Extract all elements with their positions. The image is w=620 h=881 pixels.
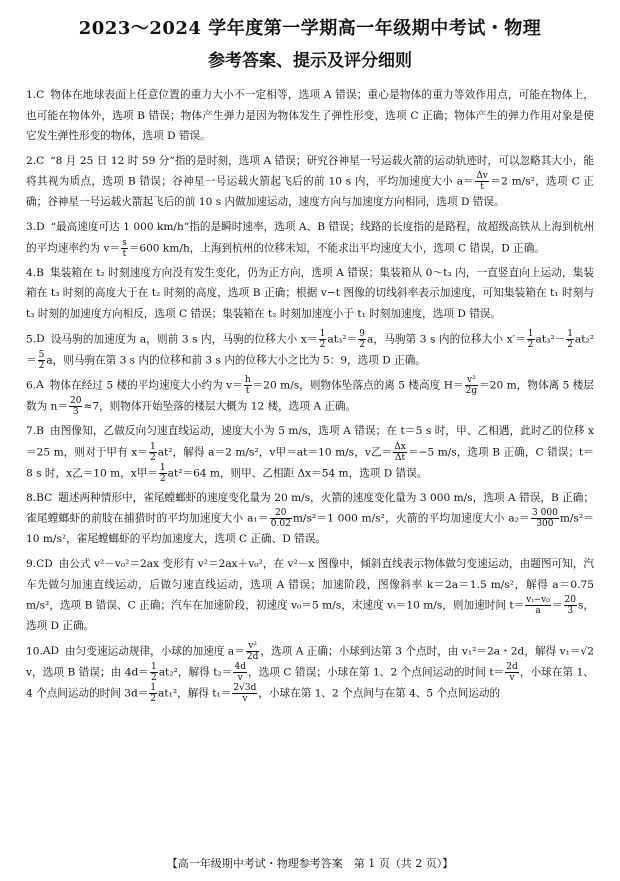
- fraction: $\frac{1}{2}$: [150, 683, 157, 705]
- fraction: $\frac{1}{2}$: [319, 328, 326, 350]
- answer-letter: D: [36, 221, 45, 234]
- fraction: $\frac{1}{2}$: [149, 441, 156, 463]
- answer-letter: CD: [36, 557, 53, 570]
- page-subtitle: 参考答案、提示及评分细则: [208, 51, 412, 71]
- question-4: 4.B 集装箱在 t₂ 时刻速度方向没有发生变化，仍为正方向，选项 A 错误；集装箱从 0～t₃ 内，一直竖直向上运动，集装箱在 t₃ 时刻的高度大于在 t₂ 时刻的高度，选项 B 正确；根据 v−t 图像的切线斜率表示加速度，可知集装箱在 t₁ 时刻与 t₃ 时刻的加速度方向相反，选项 C 错误；集装箱在 t₂ 时刻加速度小于 t₁ 时刻加速度，选项 D 错误。: [26, 266, 594, 320]
- answer-letter: D: [36, 333, 45, 346]
- answer-letter: C: [36, 89, 45, 101]
- fraction: $\frac{4d}{v}$: [234, 661, 246, 683]
- fraction: $\frac{1}{2}$: [150, 661, 157, 683]
- fraction: $\frac{20}{3}$: [564, 595, 576, 617]
- fraction: $\frac{2d}{v}$: [506, 661, 518, 683]
- question-9: 9.CD 由公式 v²－v₀²＝2ax 变形有 v²＝2ax＋v₀²，在 v²－x 图像中，倾斜直线表示物体做匀变速运动，由题图可知，汽车先做匀加速直线运动，后做匀速直线运动，选项 A 错误；加速阶段，图像斜率 k＝2a＝1.5 m/s²，解得 a＝0.75 m/s²，选项 B 错误、C 正确；汽车在加速阶段，初速度 v₀＝5 m/s，末速度 vₜ＝10 m/s，则加速时间 t＝ $\frac{\text{vₜ−v₀}}{a}$ ＝ $\frac{20}{3}$ s，选项 D 正确。: [26, 557, 595, 633]
- question-5: 5.D 设马驹的加速度为 a，则前 3 s 内，马驹的位移大小 x＝ $\frac{1}{2}$ at₃²＝ $\frac{9}{2}$ a，马驹第 3 s 内的位移大小 x′＝ $\frac{1}{2}$ at₃²－ $\frac{1}{2}$ at₂²＝ $\frac{5}{2}$ a，则马驹在第 3 s 内的位移和前 3 s 内的位移大小之比为 5：9，选项 D 正确。: [26, 328, 594, 371]
- question-1: 1.C 物体在地球表面上任意位置的重力大小不一定相等，选项 A 错误；重心是物体的重力等效作用点，可能在物体上，也可能在物体外，选项 B 错误；物体产生弹力是因为物体发生了弹性形变，选项 C 正确；物体产生的弹力作用对象是使它发生弹性形变的物体，选项 D 错误。: [26, 89, 594, 143]
- fraction: $\frac{1}{2}$: [567, 328, 573, 350]
- fraction: $\frac{2√3d}{v}$: [233, 683, 257, 705]
- fraction: $\frac{h}{t}$: [244, 374, 251, 396]
- answer-letter: AD: [42, 645, 60, 658]
- fraction: $\frac{\Delta v}{t}$: [476, 171, 488, 193]
- answer-letter: B: [36, 266, 44, 279]
- fraction: $\frac{\text{v²}}{2d}$: [246, 640, 259, 662]
- answer-letter: B: [36, 424, 44, 437]
- fraction: $\frac{\Delta x}{\Delta t}$: [394, 441, 406, 463]
- question-2: 2.C “8 月 25 日 12 时 59 分”指的是时刻，选项 A 错误；研究谷神星一号运载火箭的运动轨迹时，可以忽略其大小，能将其视为质点，选项 B 错误；谷神星一号运载火箭起飞后的前 10 s 内，平均加速度大小 a＝ $\frac{\Delta v}{t}$ ＝2 m/s²，选项 C 正确；谷神星一号运载火箭起飞后的前 10 s 内做加速运动，速度方向与加速度方向相同，选项 D 错误。: [26, 154, 594, 209]
- answer-letter: A: [36, 379, 44, 392]
- question-7: 7.B 由图像知，乙做反向匀速直线运动，速度大小为 5 m/s，选项 A 错误；在 t＝5 s 时，甲、乙相遇，此时乙的位移 x＝25 m，则对于甲有 x＝ $\frac{1}{2}$ at²，解得 a＝2 m/s²，v甲＝at＝10 m/s，v乙＝ $\frac{\Delta x}{\Delta t}$ ＝−5 m/s，选项 B 正确，C 错误；t＝8 s 时，x乙＝10 m，x甲＝ $\frac{1}{2}$ at²＝64 m，则甲、乙相距 Δx＝54 m，选项 D 错误。: [26, 424, 594, 484]
- fraction: $\frac{9}{2}$: [359, 328, 365, 350]
- fraction: $\frac{20}{3}$: [69, 395, 82, 417]
- fraction: $\frac{3 000}{300}$: [532, 508, 558, 530]
- answer-letter: BC: [36, 491, 53, 504]
- question-8: 8.BC 题述两种情形中，雀尾螳螂虾的速度变化量为 20 m/s，火箭的速度变化量为 3 000 m/s，选项 A 错误，B 正确；雀尾螳螂虾的前肢在捕猎时的平均加速度大小 a₁＝ $\frac{20}{0.02}$ m/s²＝1 000 m/s²，火箭的平均加速度大小 a₂＝ $\frac{3 000}{300}$ m/s²＝10 m/s²，雀尾螳螂虾的平均加速度大，选项 C 正确、D 错误。: [26, 491, 594, 546]
- page-footer: 【高一年级期中考试・物理参考答案 第 1 页（共 2 页）】: [166, 857, 454, 870]
- fraction: $\frac{\text{v²}}{2g}$: [465, 374, 478, 396]
- fraction: $\frac{1}{2}$: [159, 462, 166, 484]
- page-title: 2023～2024 学年度第一学期高一年级期中考试・物理: [78, 18, 542, 39]
- fraction: $\frac{\text{vₜ−v₀}}{a}$: [526, 595, 550, 617]
- fraction: $\frac{1}{2}$: [527, 328, 534, 350]
- fraction: $\frac{5}{2}$: [38, 349, 45, 371]
- question-10: 10.AD 由匀变速运动规律，小球的加速度 a＝ $\frac{\text{v²}}{2d}$ ，选项 A 正确；小球到达第 3 个点时，由 v₁²＝2a・2d，解得 v₁＝√2 v，选项 B 错误；由 4d＝ $\frac{1}{2}$ at₂²，解得 t₂＝ $\frac{4d}{v}$ ，选项 C 错误；小球在第 1、2 个点间运动的时间 t＝ $\frac{2d}{v}$ ，小球在第 1、4 个点间运动的时间 3d＝ $\frac{1}{2}$ at₁²，解得 t₁＝ $\frac{2√3d}{v}$ ，小球在第 1、2 个点间与在第 4、5 个点间运动的: [26, 640, 595, 705]
- fraction: $\frac{20}{0.02}$: [270, 508, 291, 530]
- question-3: 3.D “最高速度可达 1 000 km/h”指的是瞬时速率，选项 A、B 错误；线路的长度指的是路程，故超级高铁从上海到杭州的平均速率约为 v＝ $\frac{s}{t}$ ＝600 km/h，上海到杭州的位移未知，不能求出平均速度大小，选项 C 错误，D 正确。: [26, 221, 594, 259]
- answer-letter: C: [36, 154, 45, 167]
- fraction: $\frac{s}{t}$: [122, 237, 127, 259]
- question-6: 6.A 物体在经过 5 楼的平均速度大小约为 v＝ $\frac{h}{t}$ ＝20 m/s，则物体坠落点的离 5 楼高度 H＝ $\frac{\text{v²}}{2g}$ ＝20 m，物体离 5 楼层数为 n＝ $\frac{20}{3}$ ≈7，则物体开始坠落的楼层大概为 12 楼，选项 A 正确。: [26, 374, 595, 417]
